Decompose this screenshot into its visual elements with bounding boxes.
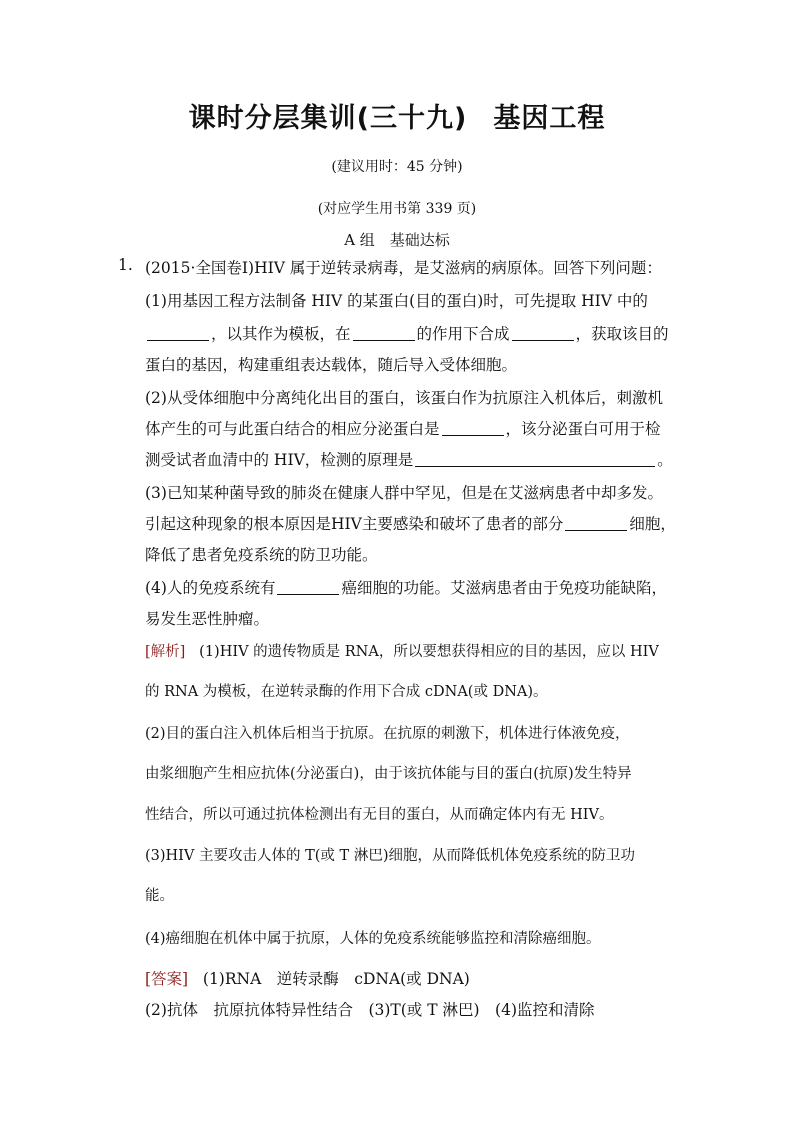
answer-label: [答案] — [145, 970, 189, 988]
part2-line3: 测受试者血清中的 HIV，检测的原理是 。 — [145, 451, 673, 469]
answer-blank[interactable] — [353, 326, 415, 341]
answer-line2: (2)抗体 抗原抗体特异性结合 (3)T(或 T 淋巴) (4)监控和清除 — [145, 1001, 595, 1019]
analysis-line8: (4)癌细胞在机体中属于抗原，人体的免疫系统能够监控和清除癌细胞。 — [145, 931, 601, 947]
answer-blank[interactable] — [565, 516, 627, 531]
part3-line1: (3)已知某种菌导致的肺炎在健康人群中罕见，但是在艾滋病患者中却多发。 — [145, 484, 663, 502]
part4-line2: 易发生恶性肿瘤。 — [145, 610, 270, 628]
analysis-line7: 能。 — [145, 888, 174, 904]
part2-line1: (2)从受体细胞中分离纯化出目的蛋白，该蛋白作为抗原注入机体后，刺激机 — [145, 389, 663, 407]
answer-blank[interactable] — [277, 580, 339, 595]
analysis-line3: (2)目的蛋白注入机体后相当于抗原。在抗原的刺激下，机体进行体液免疫， — [145, 726, 630, 742]
page-title — [0, 96, 794, 135]
analysis-line6: (3)HIV 主要攻击人体的 T(或 T 淋巴)细胞，从而降低机体免疫系统的防卫功 — [145, 848, 635, 864]
part2-line2: 体产生的可与此蛋白结合的相应分泌蛋白是 ，该分泌蛋白可用于检 — [145, 420, 661, 438]
part4-line1: (4)人的免疫系统有 癌细胞的功能。艾滋病患者由于免疫功能缺陷， — [145, 579, 667, 597]
analysis-line5: 性结合，所以可通过抗体检测出有无目的蛋白，从而确定体内有无 HIV。 — [145, 807, 614, 823]
part1-line2: ，以其作为模板，在 的作用下合成 ，获取该目的 — [145, 322, 678, 344]
question-number: 1. — [118, 256, 133, 274]
answer-blank[interactable] — [415, 452, 655, 467]
analysis-label: [解析] — [145, 644, 186, 660]
time-hint: (建议用时：45 分钟) — [331, 159, 463, 175]
part1-line1: (1)用基因工程方法制备 HIV 的某蛋白(目的蛋白)时，可先提取 HIV 中的 — [145, 292, 648, 310]
part1-line3: 蛋白的基因，构建重组表达载体，随后导入受体细胞。 — [145, 356, 518, 374]
title-topic: 基因工程 — [493, 103, 606, 134]
answer-blank[interactable] — [147, 326, 209, 341]
answer-blank[interactable] — [512, 326, 574, 341]
analysis-line4: 由浆细胞产生相应抗体(分泌蛋白)，由于该抗体能与目的蛋白(抗原)发生特异 — [145, 766, 632, 782]
part3-line2: 引起这种现象的根本原因是HIV主要感染和破坏了患者的部分 细胞， — [145, 515, 676, 533]
page-reference: (对应学生用书第 339 页) — [317, 201, 477, 217]
answer-line1: [答案] (1)RNA 逆转录酶 cDNA(或 DNA) — [145, 970, 470, 988]
question-intro: (2015·全国卷Ⅰ)HIV 属于逆转录病毒，是艾滋病的病原体。回答下列问题： — [145, 259, 662, 277]
analysis-line2: 的 RNA 为模板，在逆转录酶的作用下合成 cDNA(或 DNA)。 — [145, 684, 548, 700]
analysis-line1: [解析] (1)HIV 的遗传物质是 RNA，所以要想获得相应的目的基因，应以 HIV — [145, 644, 659, 660]
part3-line3: 降低了患者免疫系统的防卫功能。 — [145, 546, 378, 564]
group-heading: A 组 基础达标 — [344, 231, 450, 249]
answer-blank[interactable] — [442, 421, 504, 436]
title-main: 课时分层集训(三十九) — [188, 103, 468, 134]
